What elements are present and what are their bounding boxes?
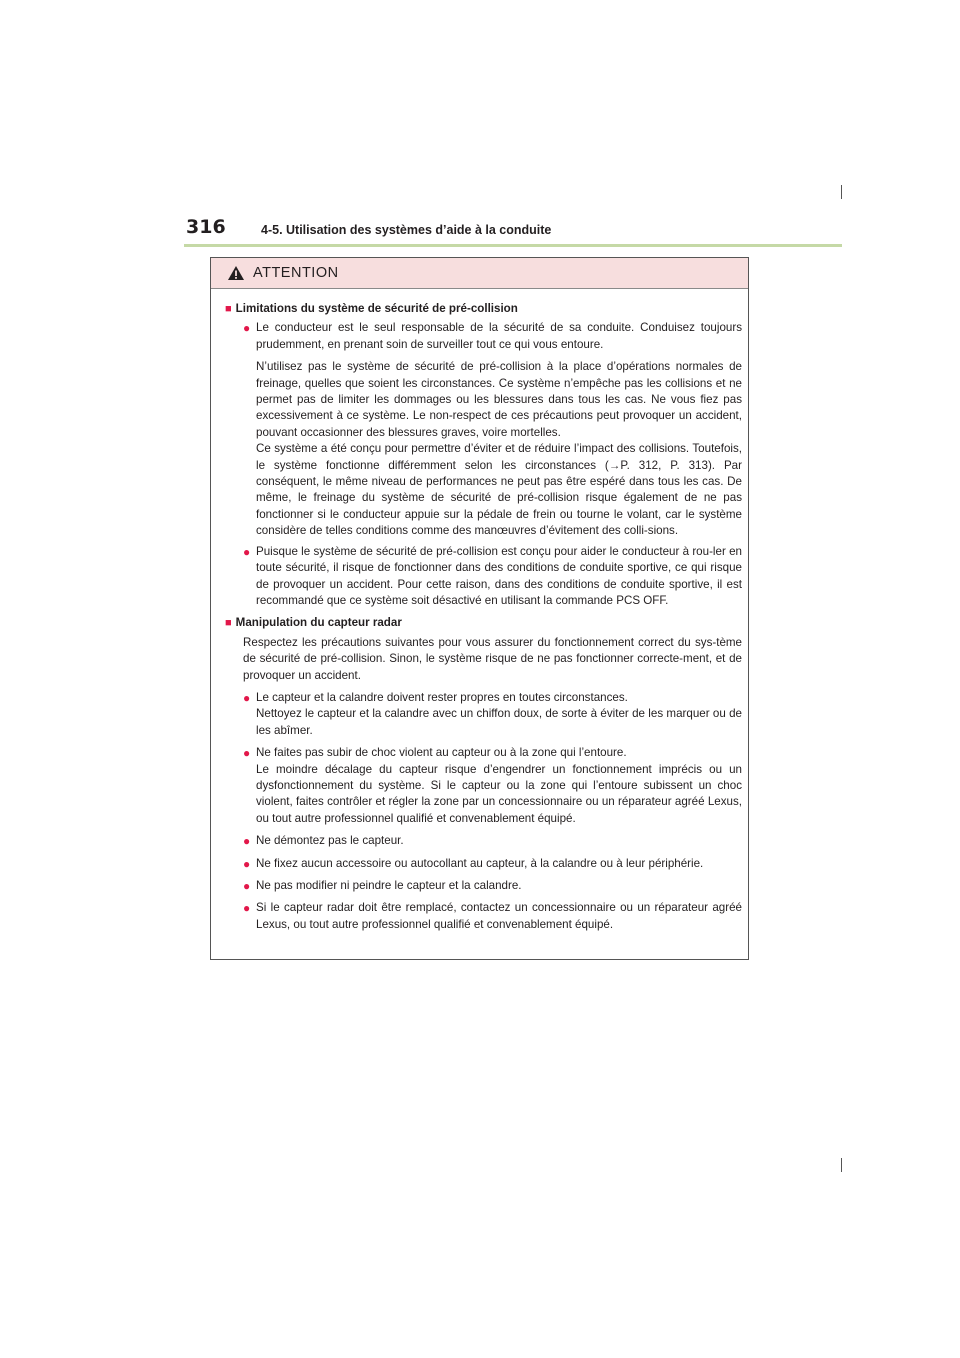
- list-item: ● Ne fixez aucun accessoire ou autocollant au capteur, à la calandre ou à leur périphérie.: [243, 856, 704, 871]
- round-bullet-icon: ●: [243, 901, 251, 916]
- crop-mark-bottom: [841, 1158, 842, 1172]
- list-item: ● Ne pas modifier ni peindre le capteur et la calandre.: [243, 879, 522, 893]
- caution-title: ATTENTION: [253, 265, 339, 281]
- paragraph: Ce système a été conçu pour permettre d’éviter et de réduire l’impact des collisions. Toutefois, le système fonctionne différemment selon les circonstances (→P. 312, P. 313). Par conséquent, le même niveau de performances ne peut pas être espéré dans tous les cas. De même, le freinage du système de sécurité de pré-collision risque également de ne pas fonctionner si le conducteur appuie sur la pédale de frein ou tourne le volant, car le système considère de telles conditions comme des manœuvres d’évitement des colli-sions.: [256, 442, 742, 538]
- caution-body: [211, 289, 748, 933]
- list-item: ● Si le capteur radar doit être remplacé, contactez un concessionnaire ou un réparateur agréé Lexus, ou tout autre professionnel qualifié et convenablement équipé.: [243, 900, 742, 933]
- round-bullet-icon: ●: [243, 690, 251, 705]
- square-bullet-icon: ■: [225, 617, 232, 630]
- round-bullet-icon: ●: [243, 746, 251, 761]
- list-item: ● Le conducteur est le seul responsable de la sécurité de sa conduite. Conduisez toujours prudemment, en prenant soin de surveiller tout ce qui vous entoure.: [243, 320, 742, 353]
- section-title: 4-5. Utilisation des systèmes d’aide à la conduite: [261, 223, 552, 237]
- list-item: ● Puisque le système de sécurité de pré-collision est conçu pour aider le conducteur à rou-ler en toute sécurité, il risque de fonctionner dans des conditions de conduite sportive, ce qui risque de provoquer un accident. Pour cette raison, dans des conditions de conduite sportive, il est recommandé que ce système soit désactivé en utilisant la commande PCS OFF.: [243, 544, 742, 610]
- list-item: ● Ne faites pas subir de choc violent au capteur ou à la zone qui l’entoure. Le moindre décalage du capteur risque d’engendrer un fonctionnement imprécis ou un dysfonctionnement du système. Si le capteur ou la zone qui l’entoure subissent un choc violent, faites contrôler et régler la zone par un concessionnaire ou un réparateur agréé Lexus, ou tout autre professionnel qualifié et convenablement équipé.: [243, 745, 742, 827]
- warning-triangle-icon: [227, 265, 245, 281]
- caution-box: [210, 257, 749, 960]
- caution-header: [211, 258, 748, 289]
- round-bullet-icon: ●: [243, 544, 251, 559]
- page-number: 316: [186, 216, 226, 238]
- round-bullet-icon: ●: [243, 879, 251, 893]
- section-heading: ■ Manipulation du capteur radar: [225, 615, 742, 631]
- round-bullet-icon: ●: [243, 321, 251, 336]
- list-item: ● Le capteur et la calandre doivent rester propres en toutes circonstances. Nettoyez le capteur et la calandre avec un chiffon doux, de sorte à éviter de les marquer ou de les abîmer.: [243, 690, 742, 739]
- list-item: ● Ne démontez pas le capteur.: [243, 834, 404, 849]
- round-bullet-icon: ●: [243, 856, 251, 871]
- header-rule: [184, 244, 842, 247]
- paragraph: Respectez les précautions suivantes pour vous assurer du fonctionnement correct du sys-tème de sécurité de pré-collision. Sinon, le système risque de ne pas fonctionner correcte-ment, et de provoquer un accident.: [243, 635, 742, 682]
- paragraph: N’utilisez pas le système de sécurité de pré-collision à la place d’opérations normales de freinage, quelles que soient les circonstances. Ce système n’empêche pas les collisions et ne permet pas de limiter les dommages ou les blessures dans tous les cas. Ne vous fiez pas excessivement à ce système. Le non-respect de ces précautions peut provoquer un accident, pouvant occasionner des blessures graves, voire mortelles.: [256, 360, 742, 439]
- crop-mark-top: [841, 185, 842, 199]
- round-bullet-icon: ●: [243, 834, 251, 849]
- square-bullet-icon: ■: [225, 303, 232, 315]
- section-heading: ■ Limitations du système de sécurité de pré-collision: [225, 301, 742, 317]
